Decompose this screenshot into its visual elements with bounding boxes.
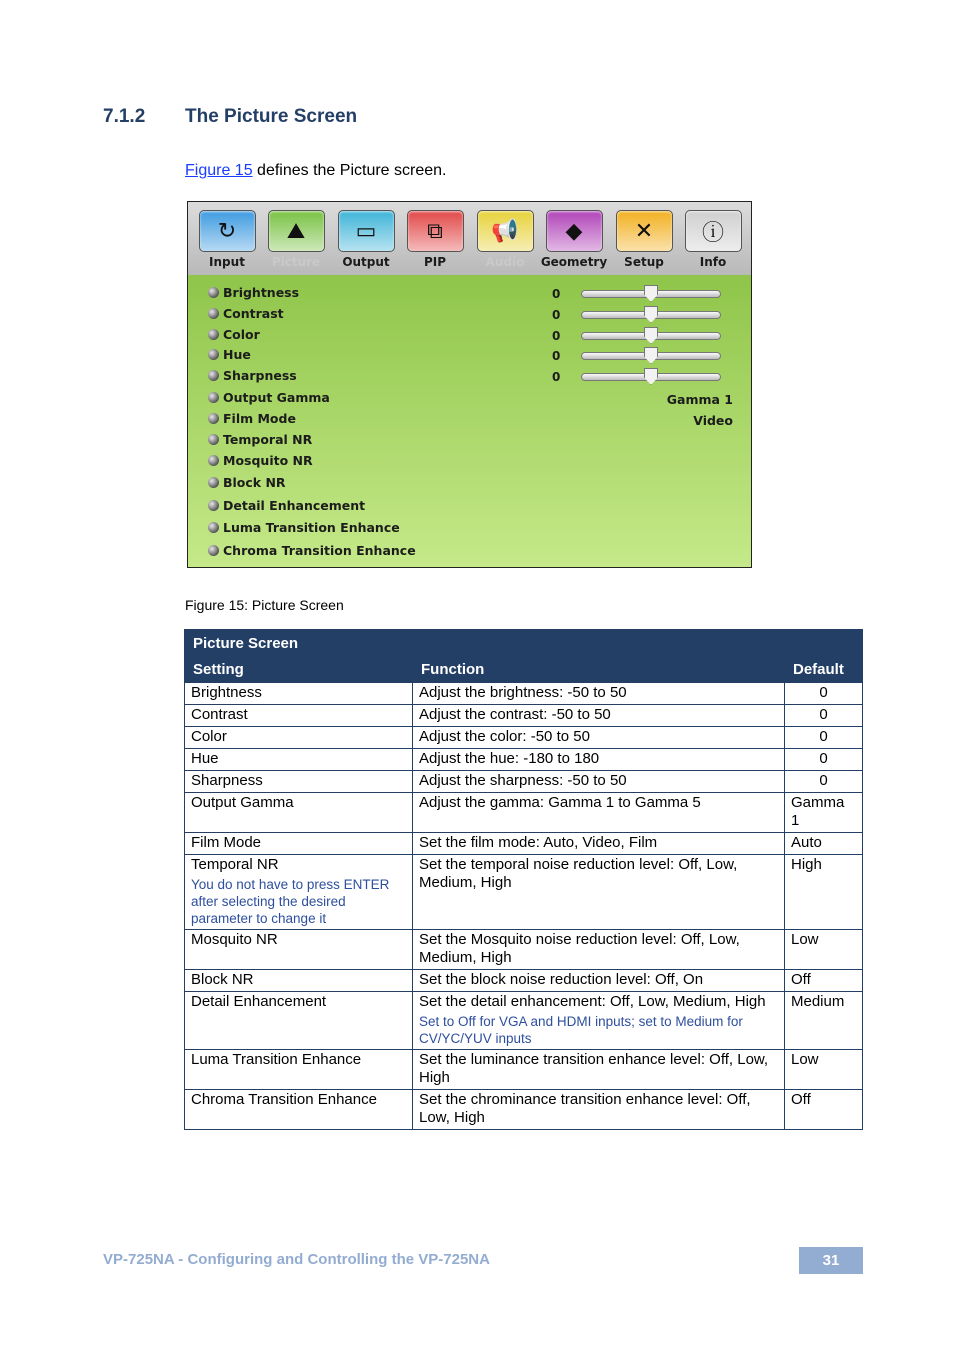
osd-option-value: Gamma 1: [666, 392, 733, 407]
function-cell: [413, 855, 785, 930]
function-cell: [413, 793, 785, 833]
figure-caption: Figure 15: Picture Screen: [185, 597, 344, 613]
osd-tab-label: Input: [209, 255, 245, 269]
table-row: [185, 855, 863, 930]
table-row: [185, 1090, 863, 1130]
setting-cell: [185, 970, 413, 992]
setting-cell: [185, 727, 413, 749]
default-cell: Low: [785, 930, 863, 970]
table-row: [185, 727, 863, 749]
setting-cell: [185, 1090, 413, 1130]
osd-menu-label: Temporal NR: [223, 432, 313, 447]
setting-cell: [185, 771, 413, 793]
setting-name: Mosquito NR: [191, 931, 278, 948]
osd-menu-label: Block NR: [223, 475, 286, 490]
slider-thumb[interactable]: [644, 306, 658, 323]
osd-tab-info[interactable]: [678, 206, 748, 272]
osd-menu-item[interactable]: [208, 368, 297, 386]
table-row: [185, 683, 863, 705]
intro-text: defines the Picture screen.: [252, 162, 447, 179]
function-text: Adjust the hue: -180 to 180: [419, 750, 600, 767]
setting-name: Hue: [191, 750, 219, 767]
osd-menu-label: Sharpness: [223, 368, 297, 383]
osd-menu-label: Luma Transition Enhance: [223, 520, 400, 535]
setting-cell: [185, 930, 413, 970]
setting-name: Luma Transition Enhance: [191, 1051, 362, 1068]
function-text: Adjust the gamma: Gamma 1 to Gamma 5: [419, 794, 701, 811]
function-cell: [413, 749, 785, 771]
bullet-icon: [208, 349, 219, 360]
function-note: Set to Off for VGA and HDMI inputs; set to Medium for CV/YC/YUV inputs: [419, 1014, 743, 1046]
osd-slider[interactable]: [581, 352, 721, 360]
osd-tab-label: Setup: [624, 255, 664, 269]
setting-cell: [185, 1050, 413, 1090]
function-text: Set the block noise reduction level: Off, On: [419, 971, 704, 988]
osd-value: 0: [552, 370, 561, 384]
table-row: [185, 970, 863, 992]
default-cell: Off: [785, 1090, 863, 1130]
default-cell: 0: [785, 683, 863, 705]
picture-screen-table: [184, 629, 863, 1130]
osd-menu-item[interactable]: [208, 498, 365, 516]
osd-menu-label: Output Gamma: [223, 390, 330, 405]
bullet-icon: [208, 545, 219, 556]
function-text: Set the chrominance transition enhance level: Off, Low, High: [419, 1091, 751, 1126]
function-cell: [413, 727, 785, 749]
table-row: [185, 793, 863, 833]
osd-menu-item[interactable]: [208, 327, 260, 345]
osd-value: 0: [552, 349, 561, 363]
osd-tab-pip[interactable]: [400, 206, 470, 272]
default-cell: 0: [785, 727, 863, 749]
osd-tab-output[interactable]: [331, 206, 401, 272]
osd-menu-item[interactable]: [208, 520, 400, 538]
audio-icon: 📢: [477, 210, 534, 252]
osd-tab-picture[interactable]: [261, 206, 331, 272]
bullet-icon: [208, 455, 219, 466]
osd-menu-label: Color: [223, 327, 260, 342]
osd-slider[interactable]: [581, 373, 721, 381]
page-number: 31: [799, 1247, 863, 1274]
table-row: [185, 705, 863, 727]
bullet-icon: [208, 522, 219, 533]
setting-cell: [185, 855, 413, 930]
osd-menu-item[interactable]: [208, 411, 296, 429]
osd-menu-label: Brightness: [223, 285, 300, 300]
osd-menu-label: Film Mode: [223, 411, 296, 426]
setting-cell: [185, 749, 413, 771]
table-title: Picture Screen: [185, 630, 863, 657]
setting-cell: [185, 833, 413, 855]
default-cell: Gamma 1: [785, 793, 863, 833]
bullet-icon: [208, 329, 219, 340]
setting-name: Film Mode: [191, 834, 262, 851]
osd-option-value: Video: [693, 413, 733, 428]
osd-slider[interactable]: [581, 311, 721, 319]
table-row: [185, 930, 863, 970]
setting-name: Contrast: [191, 706, 248, 723]
intro-paragraph: [185, 162, 446, 180]
osd-menu-label: Mosquito NR: [223, 453, 313, 468]
bullet-icon: [208, 434, 219, 445]
setting-name: Block NR: [191, 971, 254, 988]
figure-link[interactable]: Figure 15: [185, 162, 253, 179]
osd-menu-item[interactable]: [208, 543, 416, 561]
setting-cell: [185, 992, 413, 1050]
osd-menu-item[interactable]: [208, 306, 284, 324]
setting-name: Temporal NR: [191, 856, 279, 873]
function-cell: [413, 705, 785, 727]
input-icon: ↻: [199, 210, 256, 252]
function-text: Adjust the sharpness: -50 to 50: [419, 772, 627, 789]
bullet-icon: [208, 477, 219, 488]
osd-menu-label: Chroma Transition Enhance: [223, 543, 416, 558]
picture-osd-screenshot: [187, 201, 752, 568]
col-header-setting: Setting: [185, 657, 413, 683]
osd-tab-label: Info: [699, 255, 727, 269]
setting-name: Sharpness: [191, 772, 263, 789]
osd-menu-item[interactable]: [208, 453, 313, 471]
default-cell: Auto: [785, 833, 863, 855]
setting-cell: [185, 705, 413, 727]
osd-menu-item[interactable]: [208, 285, 299, 303]
function-cell: [413, 833, 785, 855]
function-text: Set the detail enhancement: Off, Low, Medium, High: [419, 993, 766, 1010]
osd-menu-item[interactable]: [208, 347, 251, 365]
bullet-icon: [208, 308, 219, 319]
setting-name: Chroma Transition Enhance: [191, 1091, 377, 1108]
osd-tab-label: Geometry: [540, 255, 608, 269]
function-text: Set the film mode: Auto, Video, Film: [419, 834, 658, 851]
osd-slider[interactable]: [581, 290, 721, 298]
setting-name: Color: [191, 728, 227, 745]
osd-tab-label: Output: [342, 255, 390, 269]
function-text: Set the Mosquito noise reduction level: Off, Low, Medium, High: [419, 931, 740, 966]
function-cell: [413, 683, 785, 705]
table-row: [185, 1050, 863, 1090]
osd-tab-label: Picture: [271, 255, 321, 269]
function-text: Adjust the color: -50 to 50: [419, 728, 590, 745]
function-cell: [413, 930, 785, 970]
setting-note: You do not have to press ENTER after selecting the desired parameter to change it: [191, 877, 390, 926]
setting-cell: [185, 793, 413, 833]
bullet-icon: [208, 370, 219, 381]
osd-value: 0: [552, 329, 561, 343]
footer-title: VP-725NA - Configuring and Controlling the VP-725NA: [103, 1251, 490, 1268]
setup-icon: ✕: [616, 210, 673, 252]
osd-value: 0: [552, 287, 561, 301]
osd-tab-input[interactable]: [192, 206, 262, 272]
osd-tab-audio[interactable]: [470, 206, 540, 272]
default-cell: Low: [785, 1050, 863, 1090]
col-header-default: Default: [785, 657, 863, 683]
bullet-icon: [208, 392, 219, 403]
function-text: Adjust the contrast: -50 to 50: [419, 706, 611, 723]
setting-name: Output Gamma: [191, 794, 294, 811]
osd-tab-label: PIP: [423, 255, 447, 269]
table-row: [185, 833, 863, 855]
function-cell: [413, 992, 785, 1050]
setting-name: Detail Enhancement: [191, 993, 327, 1010]
slider-thumb[interactable]: [644, 347, 658, 364]
osd-menu-label: Detail Enhancement: [223, 498, 366, 513]
section-title: The Picture Screen: [185, 106, 358, 127]
bullet-icon: [208, 287, 219, 298]
default-cell: 0: [785, 771, 863, 793]
function-cell: [413, 771, 785, 793]
setting-name: Brightness: [191, 684, 262, 701]
slider-thumb[interactable]: [644, 327, 658, 344]
table-row: [185, 771, 863, 793]
osd-menu-item[interactable]: [208, 432, 312, 450]
function-text: Set the temporal noise reduction level: Off, Low, Medium, High: [419, 856, 738, 891]
osd-tab-label: Audio: [485, 255, 525, 269]
function-text: Adjust the brightness: -50 to 50: [419, 684, 627, 701]
function-cell: [413, 1050, 785, 1090]
col-header-function: Function: [413, 657, 785, 683]
osd-menu-item[interactable]: [208, 475, 286, 493]
osd-menu-label: Contrast: [223, 306, 284, 321]
function-cell: [413, 970, 785, 992]
osd-menu-item[interactable]: [208, 390, 330, 408]
picture-icon: ⛰: [268, 210, 325, 252]
default-cell: Medium: [785, 992, 863, 1050]
table-row: [185, 749, 863, 771]
osd-tab-setup[interactable]: [609, 206, 679, 272]
function-cell: [413, 1090, 785, 1130]
geometry-icon: ◆: [546, 210, 603, 252]
info-icon: ⓘ: [685, 210, 742, 252]
default-cell: 0: [785, 749, 863, 771]
bullet-icon: [208, 500, 219, 511]
table-row: [185, 992, 863, 1050]
slider-thumb[interactable]: [644, 368, 658, 385]
pip-icon: ⧉: [407, 210, 464, 252]
function-text: Set the luminance transition enhance level: Off, Low, High: [419, 1051, 769, 1086]
default-cell: Off: [785, 970, 863, 992]
setting-cell: [185, 683, 413, 705]
output-icon: ▭: [338, 210, 395, 252]
default-cell: High: [785, 855, 863, 930]
bullet-icon: [208, 413, 219, 424]
osd-menu-label: Hue: [223, 347, 251, 362]
slider-thumb[interactable]: [644, 285, 658, 302]
osd-tab-geometry[interactable]: [539, 206, 609, 272]
osd-menu-panel: [188, 275, 751, 567]
section-number: 7.1.2: [103, 106, 146, 127]
default-cell: 0: [785, 705, 863, 727]
osd-slider[interactable]: [581, 332, 721, 340]
osd-value: 0: [552, 308, 561, 322]
osd-tab-bar: [188, 202, 751, 275]
